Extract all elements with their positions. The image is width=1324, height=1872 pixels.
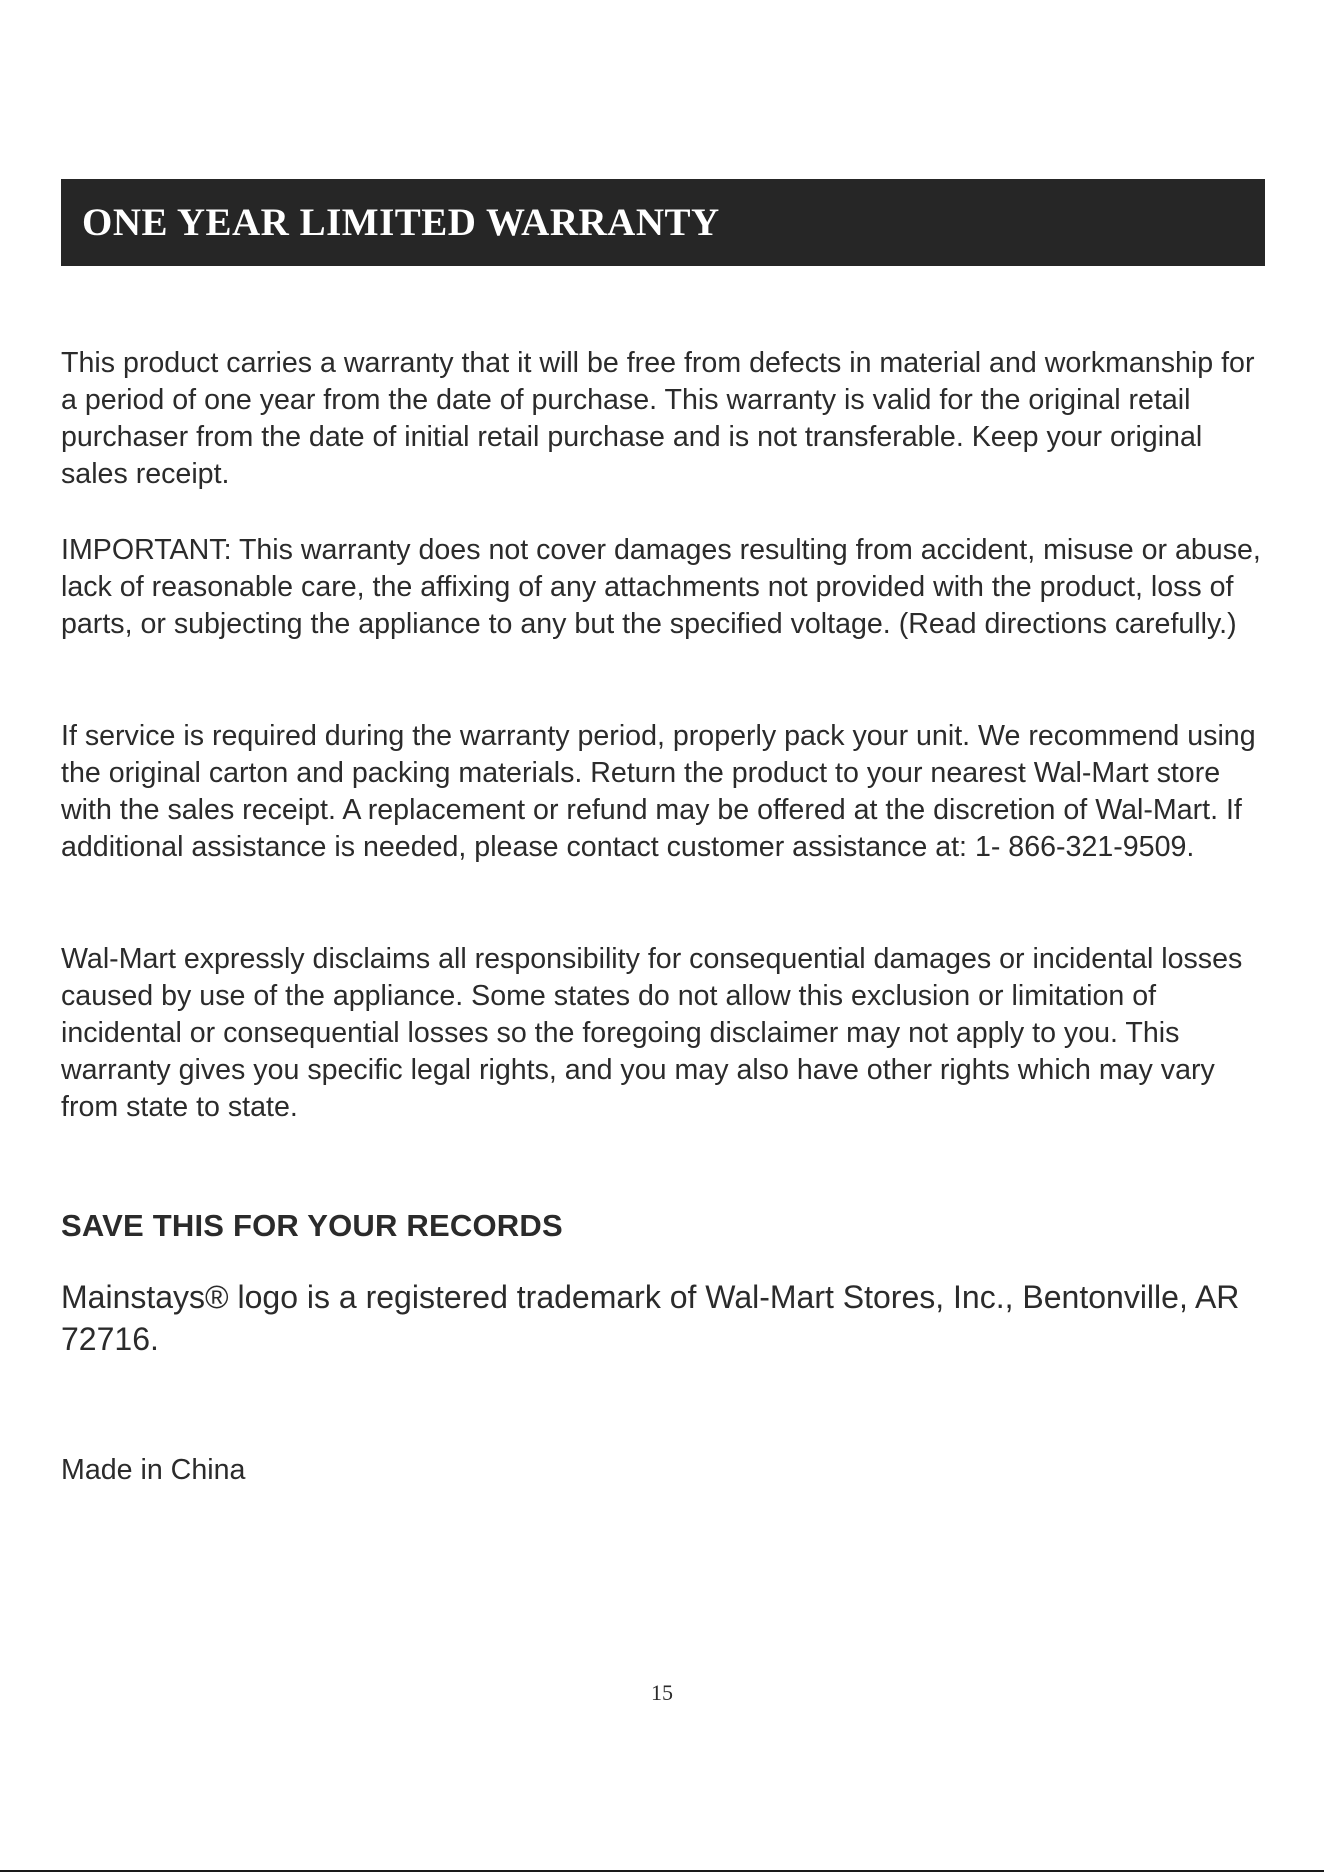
page-number: 15 — [651, 1680, 673, 1705]
country-of-origin: Made in China — [61, 1454, 246, 1486]
trademark-notice: Mainstays® logo is a registered trademark of Wal-Mart Stores, Inc., Bentonville, AR 72716. — [61, 1279, 1240, 1357]
page-title: ONE YEAR LIMITED WARRANTY — [82, 201, 720, 244]
save-records-heading: SAVE THIS FOR YOUR RECORDS — [61, 1208, 563, 1243]
warranty-banner — [61, 179, 1265, 266]
warranty-service-paragraph: If service is required during the warranty period, properly pack your unit. We recommend using the original carton and packing materials. Return the product to your nearest Wal-Mart store with the sales receipt. A replacement or refund may be offered at the discretion of Wal-Mart. If additional assistance is needed, please contact customer assistance at: 1- 866-321-9509. — [61, 720, 1256, 863]
warranty-coverage-paragraph: This product carries a warranty that it will be free from defects in material and workmanship for a period of one year from the date of purchase. This warranty is valid for the original retail purchaser from the date of initial retail purchase and is not transferable. Keep your original sales receipt. — [61, 347, 1255, 490]
warranty-exclusions-paragraph: IMPORTANT: This warranty does not cover damages resulting from accident, misuse or abuse, lack of reasonable care, the affixing of any attachments not provided with the product, loss of parts, or subjecting the appliance to any but the specified voltage. (Read directions carefully.) — [61, 534, 1261, 640]
warranty-disclaimer-paragraph: Wal-Mart expressly disclaims all responsibility for consequential damages or incidental losses caused by use of the appliance. Some states do not allow this exclusion or limitation of incidental or consequential losses so the foregoing disclaimer may not apply to you. This warranty gives you specific legal rights, and you may also have other rights which may vary from state to state. — [61, 943, 1243, 1123]
